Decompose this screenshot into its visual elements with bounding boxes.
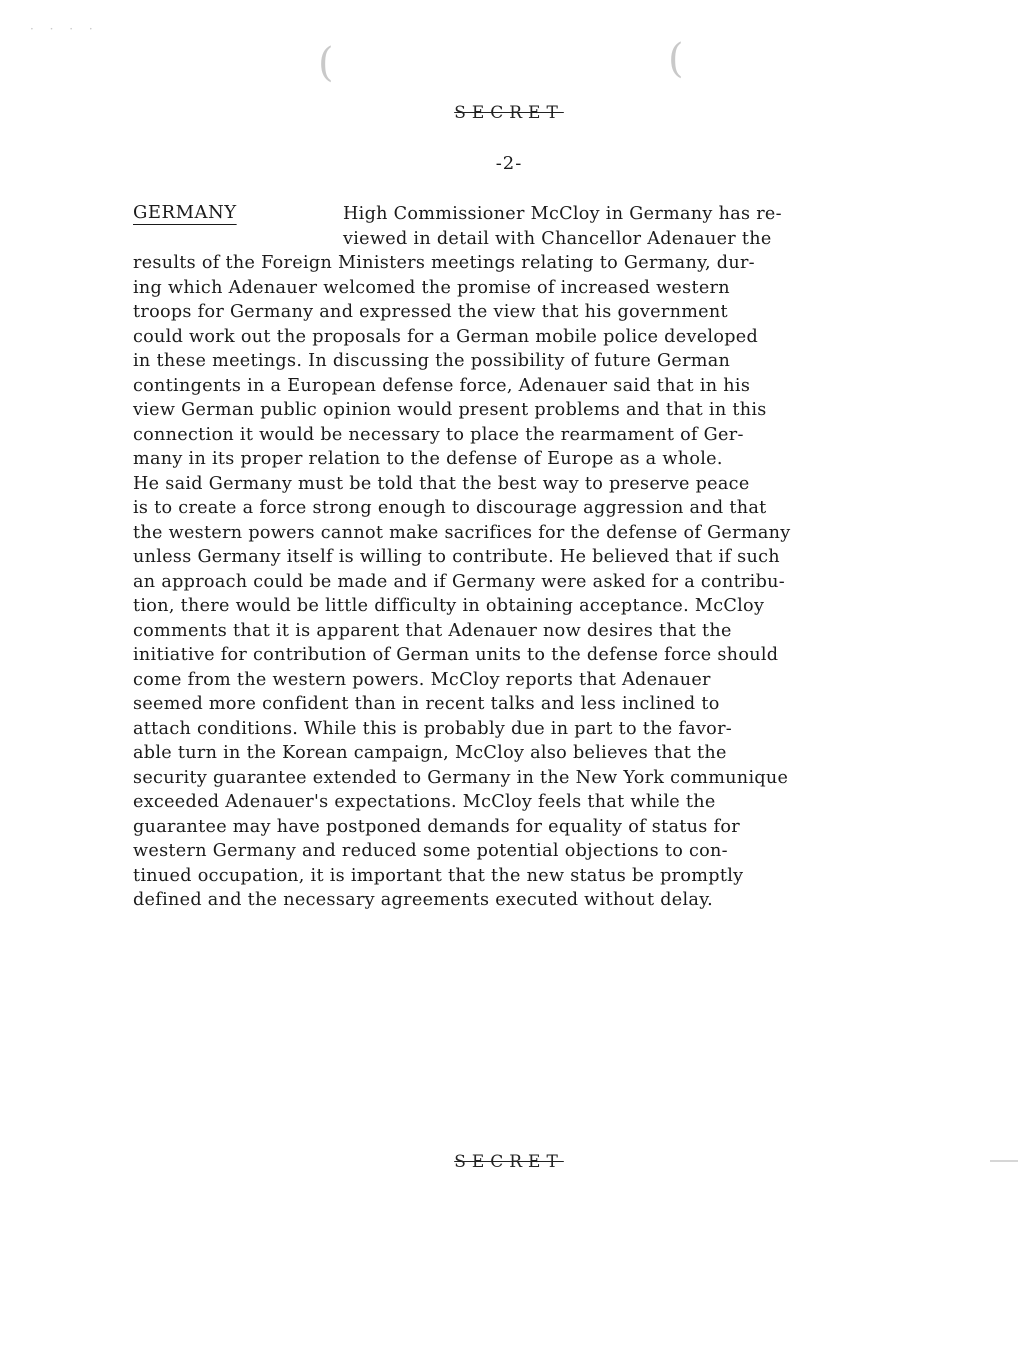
body-line: exceeded Adenauer's expectations. McCloy feels that while the	[133, 792, 716, 812]
body-line: an approach could be made and if Germany were asked for a contribu-	[133, 571, 786, 592]
body-line: guarantee may have postponed demands for equality of status for	[133, 816, 740, 837]
classification-header: SECRET	[454, 103, 564, 123]
body-line: could work out the proposals for a German mobile police developed	[133, 326, 759, 347]
body-line: come from the western powers. McCloy reports that Adenauer	[133, 669, 711, 690]
body-line: comments that it is apparent that Adenauer now desires that the	[133, 620, 732, 641]
body-line: connection it would be necessary to place the rearmament of Ger-	[133, 424, 744, 445]
body-line: unless Germany itself is willing to contribute. He believed that if such	[133, 547, 780, 567]
body-line: High Commissioner McCloy in Germany has re-	[343, 204, 782, 224]
body-line: results of the Foreign Ministers meetings relating to Germany, dur-	[133, 253, 755, 273]
body-line: view German public opinion would present problems and that in this	[133, 400, 767, 420]
body-line: initiative for contribution of German units to the defense force should	[133, 645, 779, 665]
body-line: He said Germany must be told that the best way to preserve peace	[133, 473, 750, 494]
scan-speck-marks: · · · ·	[30, 22, 99, 36]
body-line: troops for Germany and expressed the view that his government	[133, 302, 728, 322]
scan-paren-mark: (	[318, 40, 334, 86]
body-line: seemed more confident than in recent talks and less inclined to	[133, 694, 720, 714]
body-line: security guarantee extended to Germany in the New York communique	[133, 767, 789, 788]
page-number: -2-	[495, 153, 523, 174]
body-line: many in its proper relation to the defense of Europe as a whole.	[133, 449, 723, 469]
body-line: tion, there would be little difficulty in obtaining acceptance. McCloy	[133, 596, 765, 616]
body-line: tinued occupation, it is important that the new status be promptly	[133, 865, 744, 886]
body-line: contingents in a European defense force, Adenauer said that in his	[133, 375, 751, 396]
body-line: the western powers cannot make sacrifices for the defense of Germany	[133, 522, 791, 543]
body-line: in these meetings. In discussing the possibility of future German	[133, 351, 731, 371]
scan-paren-mark: (	[668, 36, 684, 82]
body-line: ing which Adenauer welcomed the promise of increased western	[133, 277, 730, 298]
section-body	[133, 202, 903, 913]
body-line: able turn in the Korean campaign, McCloy also believes that the	[133, 743, 727, 763]
body-line: attach conditions. While this is probably due in part to the favor-	[133, 718, 733, 739]
body-line: viewed in detail with Chancellor Adenauer the	[343, 228, 772, 249]
section-heading: GERMANY	[133, 202, 237, 223]
body-line: defined and the necessary agreements executed without delay.	[133, 890, 714, 910]
body-line: western Germany and reduced some potential objections to con-	[133, 841, 728, 861]
body-line: is to create a force strong enough to discourage aggression and that	[133, 498, 767, 518]
classification-footer: SECRET	[454, 1152, 564, 1172]
